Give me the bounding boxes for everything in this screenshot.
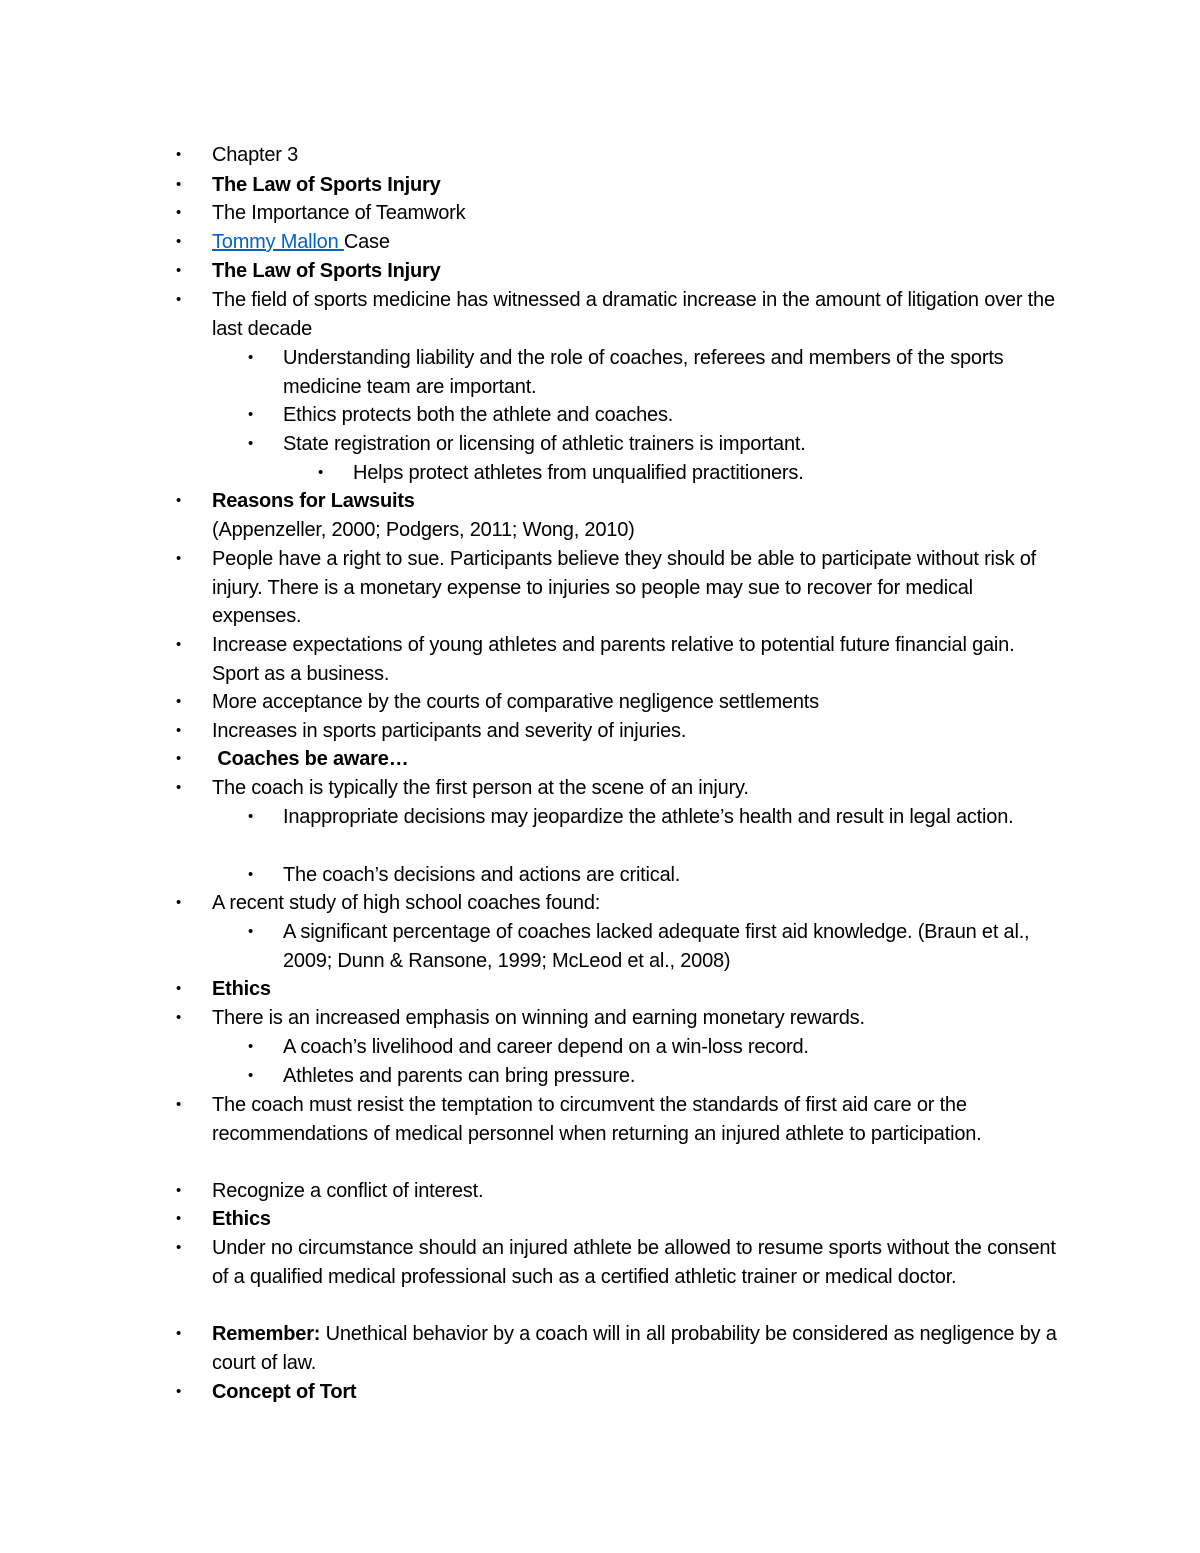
link-suffix-text: Case xyxy=(343,231,390,253)
item-text: Inappropriate decisions may jeopardize the athlete’s health and result in legal action. xyxy=(283,806,1014,828)
item-text: More acceptance by the courts of comparative negligence settlements xyxy=(212,691,819,713)
bullet: • xyxy=(176,693,182,710)
item-text: Under no circumstance should an injured athlete be allowed to resume sports without the consent of a qualified medical professional such as a certified athletic trainer or medical doctor. xyxy=(212,1237,1056,1288)
section-heading: Ethics xyxy=(212,1208,271,1230)
bullet: • xyxy=(248,808,254,825)
bullet: • xyxy=(176,779,182,796)
bullet: • xyxy=(176,204,182,221)
item-text: The coach’s decisions and actions are critical. xyxy=(283,864,681,886)
bullet: • xyxy=(248,1038,254,1055)
item-text: The coach must resist the temptation to circumvent the standards of first aid care or the recommendations of medical personnel when returning an injured athlete to participation. xyxy=(212,1094,982,1145)
remember-text: Unethical behavior by a coach will in all probability be considered as negligence by a court of law. xyxy=(212,1323,1057,1374)
bullet: • xyxy=(176,1210,182,1227)
tommy-mallon-link[interactable]: Tommy Mallon xyxy=(212,231,344,253)
remember-label: Remember: xyxy=(212,1323,321,1345)
item-text xyxy=(212,487,1060,544)
item-text: There is an increased emphasis on winning and earning monetary rewards. xyxy=(212,1007,865,1029)
bullet: • xyxy=(176,750,182,767)
item-text: Helps protect athletes from unqualified practitioners. xyxy=(353,462,804,484)
item-text: A significant percentage of coaches lacked adequate first aid knowledge. (Braun et al., 2009; Dunn & Ransone, 1999; McLeod et al., 2008) xyxy=(283,921,1030,972)
bullet: • xyxy=(176,980,182,997)
bullet: • xyxy=(176,722,182,739)
item-text: A recent study of high school coaches found: xyxy=(212,892,601,914)
bullet: • xyxy=(248,406,254,423)
bullet: • xyxy=(318,464,324,481)
item-text: Recognize a conflict of interest. xyxy=(212,1180,484,1202)
bullet: • xyxy=(176,894,182,911)
bullet: • xyxy=(176,1239,182,1256)
section-heading: Coaches be aware… xyxy=(212,748,409,770)
item-text: The field of sports medicine has witnessed a dramatic increase in the amount of litigation over the last decade xyxy=(212,289,1055,340)
item-text: State registration or licensing of athletic trainers is important. xyxy=(283,433,806,455)
bullet: • xyxy=(176,550,182,567)
bullet: • xyxy=(176,176,182,193)
section-heading: The Law of Sports Injury xyxy=(212,174,441,196)
item-text: Ethics protects both the athlete and coaches. xyxy=(283,404,674,426)
item-text xyxy=(212,1320,1060,1377)
bullet: • xyxy=(176,1009,182,1026)
bullet: • xyxy=(176,146,182,163)
item-text: People have a right to sue. Participants believe they should be able to participate without risk of injury. There is a monetary expense to injuries so people may sue to recover for medical expenses. xyxy=(212,548,1037,628)
section-heading: The Law of Sports Injury xyxy=(212,260,441,282)
item-text: Increase expectations of young athletes and parents relative to potential future financial gain. Sport as a business. xyxy=(212,634,1015,685)
bullet: • xyxy=(248,1067,254,1084)
item-text: Chapter 3 xyxy=(212,144,299,166)
item-text: Increases in sports participants and severity of injuries. xyxy=(212,720,687,742)
bullet: • xyxy=(176,492,182,509)
bullet: • xyxy=(248,435,254,452)
bullet: • xyxy=(176,1325,182,1342)
item-text xyxy=(212,228,1060,257)
bullet: • xyxy=(176,1182,182,1199)
section-heading: Reasons for Lawsuits xyxy=(212,490,415,512)
bullet: • xyxy=(176,233,182,250)
item-text: A coach’s livelihood and career depend on a win-loss record. xyxy=(283,1036,809,1058)
item-text: The coach is typically the first person at the scene of an injury. xyxy=(212,777,749,799)
bullet: • xyxy=(176,291,182,308)
bullet: • xyxy=(248,349,254,366)
bullet: • xyxy=(176,262,182,279)
item-text: Understanding liability and the role of coaches, referees and members of the sports medicine team are important. xyxy=(283,347,1004,398)
section-heading: Concept of Tort xyxy=(212,1381,357,1403)
bullet: • xyxy=(248,923,254,940)
section-heading: Ethics xyxy=(212,978,271,1000)
bullet: • xyxy=(176,636,182,653)
bullet: • xyxy=(176,1096,182,1113)
item-text: Athletes and parents can bring pressure. xyxy=(283,1065,636,1087)
citation: (Appenzeller, 2000; Podgers, 2011; Wong, 2010) xyxy=(212,518,635,541)
bullet: • xyxy=(176,1383,182,1400)
bullet: • xyxy=(248,866,254,883)
item-text: The Importance of Teamwork xyxy=(212,202,466,224)
